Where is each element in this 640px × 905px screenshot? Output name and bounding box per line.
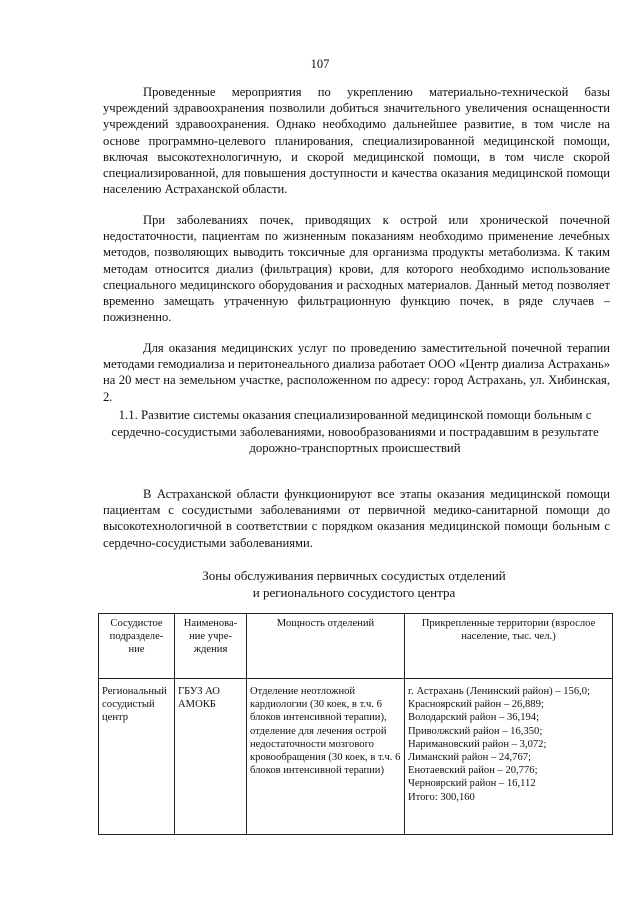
cell-capacity: Отделение неотложной кардиологии (30 коек, в т.ч. 6 блоков интенсивной терапии), отделение для лечения острой недостаточности мозгового кровообращения (30 коек, в т.ч. 6 блоков интенсивной терапии)	[247, 679, 405, 835]
territory-line: Черноярский район – 16,112	[408, 778, 536, 790]
table-header-row	[99, 614, 613, 679]
header-institution: Наименова-ние учре-ждения	[175, 614, 247, 679]
page-number: 107	[310, 57, 330, 71]
cell-institution: ГБУЗ АО АМОКБ	[175, 679, 247, 835]
header-territories: Прикрепленные территории (взрослое население, тыс. чел.)	[405, 614, 613, 679]
header-unit: Сосудистое подразделе-ние	[99, 614, 175, 679]
territory-line: Наримановский район – 3,072;	[408, 738, 547, 750]
territory-line: Приволжский район – 16,350;	[408, 725, 543, 737]
territory-line: Енотаевский район – 20,776;	[408, 765, 538, 777]
paragraph-text: Для оказания медицинских услуг по проведению заместительной почечной терапии методами гемодиализа и перитонеального диализа работает ООО «Центр диализа Астрахань» на 20 мест на земельном участке, расположенном по адресу: город Астрахань, ул. Хибинская, 2.	[103, 341, 610, 404]
cell-territories	[405, 679, 613, 835]
table-title-line-2: и регионального сосудистого центра	[252, 585, 456, 600]
table-title	[100, 567, 608, 601]
table-title-line-1: Зоны обслуживания первичных сосудистых отделений	[202, 568, 506, 583]
header-capacity: Мощность отделений	[247, 614, 405, 679]
zones-table	[98, 613, 613, 835]
section-heading: 1.1. Развитие системы оказания специализированной медицинской помощи больным с сердечно-сосудистыми заболеваниями, новообразованиями и пострадавшим в результате дорожно-транспортных происшествий	[111, 408, 599, 455]
paragraph-3	[103, 340, 610, 405]
paragraph-2	[103, 212, 610, 325]
paragraph-text: При заболеваниях почек, приводящих к острой или хронической почечной недостаточности, пациентам по жизненным показаниям необходимо применение лечебных методов, позволяющих выводить токсичные для организма продукты метаболизма. К таким методам относится диализ (фильтрация) крови, для которого необходимо использование специального медицинского оборудования и расходных материалов. Данный метод позволяет временно замещать утраченную фильтрационную функцию почек, в ряде случаев – пожизненно.	[103, 213, 610, 325]
paragraph-1	[103, 84, 610, 197]
territory-total: Итого: 300,160	[408, 791, 475, 803]
paragraph-text: В Астраханской области функционируют все этапы оказания медицинской помощи пациентам с сосудистыми заболеваниями от первичной медико-санитарной помощи до высокотехнологичной в соответствии с порядком оказания медицинской помощи больным с сердечно-сосудистыми заболеваниями.	[103, 487, 610, 550]
territory-line: Красноярский район – 26,889;	[408, 699, 544, 711]
section-paragraph	[103, 486, 610, 551]
territory-line: г. Астрахань (Ленинский район) – 156,0;	[408, 686, 591, 697]
paragraph-text: Проведенные мероприятия по укреплению материально-технической базы учреждений здравоохранения позволили добиться значительного увеличения оснащенности учреждений здравоохранения. Однако необходимо дальнейшее развитие, в том числе на основе программно-целевого планирования, специализированной медицинской помощи, включая высокотехнологичную, и скорой медицинской помощи, в том числе скорой специализированной, для повышения доступности и качества оказания медицинской помощи населению Астраханской области.	[103, 85, 610, 197]
territory-line: Лиманский район – 24,767;	[408, 752, 531, 764]
territory-line: Володарский район – 36,194;	[408, 712, 540, 724]
cell-unit: Региональный сосудистый центр	[99, 679, 175, 835]
table-row	[99, 679, 613, 835]
